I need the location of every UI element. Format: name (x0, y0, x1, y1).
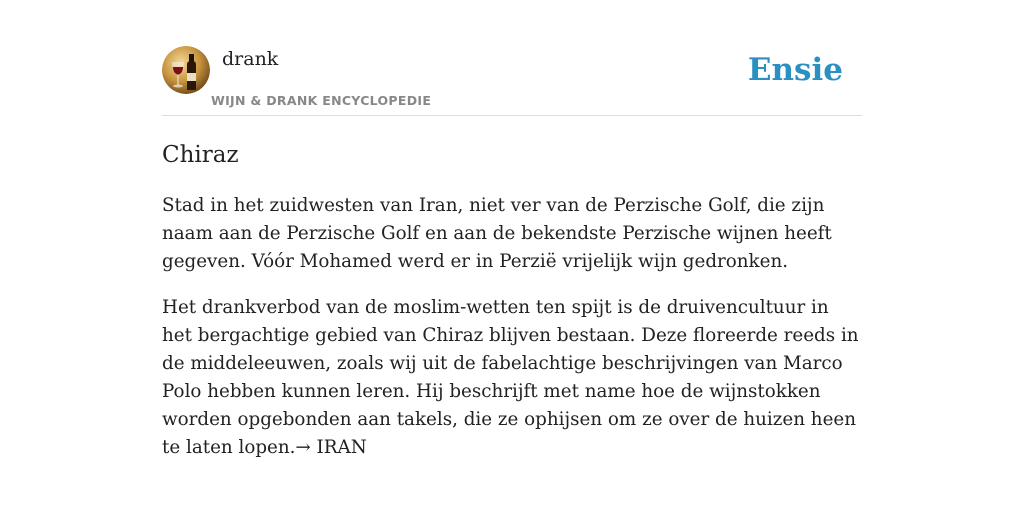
header (162, 46, 862, 116)
site-subtitle: WIJN & DRANK ENCYCLOPEDIE (211, 93, 432, 108)
wine-glass-bottle-icon[interactable] (162, 46, 210, 94)
article-title: Chiraz (162, 142, 239, 168)
article-paragraph-2: Het drankverbod van de moslim-wetten ten spijt is de druivencultuur in het bergachtige gebied van Chiraz blijven bestaan. Deze floreerde reeds in de middeleeuwen, zoals wij uit de fabelachtige beschrijvingen van Marco Polo hebben kunnen leren. Hij beschrijft met name hoe de wijnstokken worden opgebonden aan takels, die ze ophijsen om ze over de huizen heen te laten lopen.→ IRAN (162, 297, 859, 458)
site-name[interactable]: drank (222, 48, 279, 70)
page-container (162, 46, 862, 462)
brand-logo[interactable]: Ensie (747, 52, 843, 88)
article-paragraph-1: Stad in het zuidwesten van Iran, niet ver van de Perzische Golf, die zijn naam aan de Perzische Golf en aan de bekendste Perzische wijnen heeft gegeven. Vóór Mohamed werd er in Perzië vrijelijk wijn gedronken. (162, 195, 832, 272)
